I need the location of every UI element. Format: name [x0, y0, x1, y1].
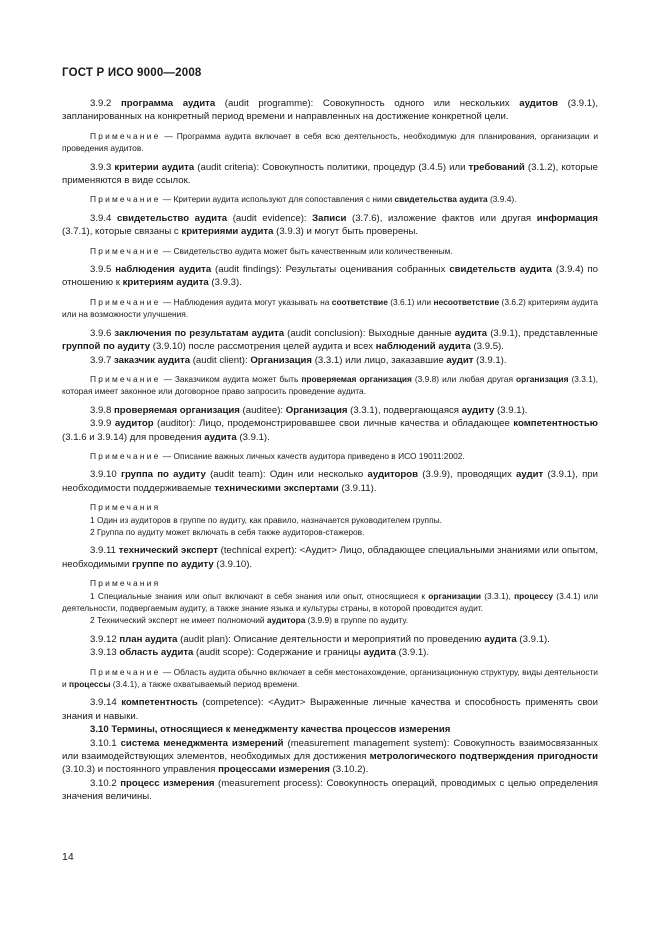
term-bold: организация [515, 373, 569, 384]
text-run: 3.9.3 [90, 161, 115, 173]
text-run: — Заказчиком аудита может быть [160, 373, 302, 384]
term-bold: область аудита [119, 647, 194, 659]
text-run: (auditee): [239, 404, 286, 416]
text-run: (3.3.1), [481, 590, 515, 601]
term-paragraph [62, 161, 598, 188]
text-run: (technical expert): <Аудит> Лицо, обладающее специальными знаниями или опытом, необходимыми [62, 545, 598, 570]
text-run: (3.9.1). [494, 404, 528, 416]
text-run: (3.9.1), запланированных на конкретный период времени и направленных на достижение конкретной цели. [62, 98, 598, 123]
term-bold: проверяемая организация [114, 404, 240, 416]
term-bold: несоответствие [433, 296, 500, 307]
term-bold: процесс измерения [120, 777, 215, 789]
term-bold: группе по аудиту [132, 558, 214, 570]
text-run: 3.10.2 [90, 777, 121, 789]
term-bold: группа по аудиту [120, 469, 206, 481]
term-bold: свидетельства аудита [394, 194, 488, 205]
note-paragraph [62, 614, 598, 626]
term-bold: процессами измерения [218, 764, 330, 776]
text-run: (audit evidence): [227, 212, 313, 224]
term-bold: процессу [514, 590, 554, 601]
term-paragraph [62, 354, 598, 367]
text-run: — Область аудита обычно включает в себя местонахождение, организационную структуру, виды деятельности и [62, 666, 598, 690]
text-run: 3.9.13 [90, 647, 120, 659]
text-run: (3.9.1). [516, 633, 550, 645]
term-bold: наблюдения аудита [115, 264, 212, 276]
text-run: 3.9.2 [90, 98, 121, 109]
text-run: 3.9.9 [90, 418, 115, 430]
note-paragraph [62, 577, 598, 589]
term-bold: техническими экспертами [214, 482, 339, 494]
text-run: 3.9.6 [90, 327, 115, 339]
term-bold: компетентность [121, 697, 198, 709]
note-paragraph [62, 193, 598, 205]
note-label: Примечания [90, 578, 161, 589]
text-run: 3.9.10 [90, 469, 121, 481]
note-paragraph [62, 373, 598, 398]
term-paragraph [62, 468, 598, 495]
term-bold: критериями аудита [181, 226, 274, 238]
text-run: (3.9.8) или любая другая [411, 373, 516, 384]
note-paragraph [62, 590, 598, 615]
text-run: (3.9.11). [338, 482, 377, 494]
term-bold: свидетельство аудита [116, 212, 228, 224]
term-bold: аудитора [266, 615, 306, 626]
term-bold: Организация [250, 354, 313, 366]
term-bold: метрологического подтверждения пригодности [369, 751, 598, 763]
text-run: (3.7.6), изложение фактов или другая [346, 212, 537, 224]
text-run: (3.9.1), представленные [487, 327, 598, 339]
text-run: (competence): <Аудит> Выраженные личные качества и способность применять свои знания и навыки. [62, 697, 599, 722]
term-paragraph [62, 696, 598, 723]
term-paragraph [62, 417, 598, 444]
term-bold: аудита [204, 431, 237, 443]
text-run: (audit programme): Совокупность одного или нескольких [215, 98, 520, 109]
term-bold: критерии аудита [114, 161, 195, 173]
text-run: (3.9.3) и могут быть проверены. [273, 226, 419, 238]
term-bold: требований [468, 161, 525, 173]
text-run: — Программа аудита включает в себя всю деятельность, необходимую для планирования, организации и проведения аудитов. [62, 130, 598, 154]
term-paragraph [62, 633, 598, 646]
text-run: (audit scope): Содержание и границы [193, 647, 364, 659]
term-bold: план аудита [119, 633, 178, 645]
text-run: (3.10.2). [329, 764, 369, 776]
text-run: 2 Группа по аудиту может включать в себя также аудиторов-стажеров. [90, 526, 365, 537]
term-paragraph [62, 263, 598, 290]
text-run: (3.4.1), а также охватываемый период времени. [110, 679, 300, 690]
term-paragraph [62, 646, 598, 659]
note-label: Примечание [90, 130, 161, 141]
text-run: (3.3.1), подвергающаяся [347, 404, 462, 416]
text-run: 3.9.11 [90, 545, 119, 557]
document-body [62, 97, 598, 804]
term-paragraph [62, 404, 598, 417]
text-run: (3.9.1), при необходимости поддерживаемые [62, 469, 598, 494]
note-label: Примечание [90, 194, 161, 205]
text-run: (3.1.6 и 3.9.14) для проведения [62, 431, 205, 443]
text-run: 3.9.4 [90, 212, 117, 224]
term-bold: критериям аудита [122, 277, 209, 289]
text-run: — Наблюдения аудита могут указывать на [160, 296, 332, 307]
note-paragraph [62, 450, 598, 462]
text-run: (audit client): [190, 354, 251, 366]
term-paragraph [62, 777, 598, 804]
text-run: (3.9.10). [213, 558, 253, 570]
text-run: (3.9.1). [473, 354, 507, 366]
note-paragraph [62, 130, 598, 155]
text-run: (audit criteria): Совокупность политики, процедур (3.4.5) или [194, 161, 469, 173]
text-run: (3.7.1), которые связаны с [62, 226, 182, 238]
note-label: Примечание [90, 245, 161, 256]
term-bold: Записи [312, 212, 347, 224]
term-bold: аудита [454, 327, 488, 339]
term-bold: аудит [516, 469, 544, 481]
term-paragraph [62, 723, 598, 736]
text-run: (measurement management system): Совокупность взаимосвязанных или взаимодействующих элементов, необходимых для достижения [62, 737, 598, 763]
term-paragraph [62, 327, 598, 354]
text-run: (3.9.1). [236, 431, 270, 443]
term-bold: аудита [363, 647, 396, 659]
term-bold: проверяемая организация [301, 373, 412, 384]
text-run: 3.9.12 [90, 633, 120, 645]
text-run: 3.9.14 [90, 697, 122, 709]
term-bold: свидетельств аудита [449, 264, 553, 276]
note-label: Примечание [90, 450, 161, 461]
text-run: (3.1.2), которые применяются в виде ссылок. [62, 161, 598, 187]
text-run: (audit team): Один или несколько [205, 469, 368, 481]
term-bold: технический эксперт [118, 545, 218, 557]
text-run: (measurement process): Совокупность операций, проводимых с целью определения значения величины. [62, 777, 598, 803]
term-bold: процессы [69, 679, 111, 690]
term-bold: информация [536, 212, 598, 224]
term-bold: Организация [285, 404, 348, 416]
text-run: 2 Технический эксперт не имеет полномочий [90, 615, 267, 626]
note-paragraph [62, 514, 598, 526]
term-bold: аудит [446, 354, 474, 366]
text-run: (3.3.1) или лицо, заказавшие [312, 354, 447, 366]
term-paragraph [62, 544, 598, 571]
text-run: 3.9.8 [90, 404, 115, 416]
text-run: — Описание важных личных качеств аудитора приведено в ИСО 19011:2002. [160, 450, 465, 461]
text-run: 3.9.7 [90, 354, 115, 366]
term-paragraph [62, 97, 598, 124]
term-bold: система менеджмента измерений [120, 737, 284, 749]
text-run: (audit plan): Описание деятельности и мероприятий по проведению [177, 633, 485, 645]
term-bold: аудиту [461, 404, 495, 416]
term-bold: аудитор [114, 418, 154, 430]
term-bold: наблюдений аудита [375, 341, 471, 353]
note-label: Примечание [90, 666, 161, 677]
note-paragraph [62, 666, 598, 691]
note-label: Примечания [90, 502, 161, 513]
text-run: (3.4.1) или деятельности, подвергаемым аудиту, а также знание языка и культуры страны, в которой проводится аудит. [62, 590, 599, 613]
term-bold: организации [428, 590, 482, 601]
term-bold: аудиторов [367, 469, 419, 481]
document-header: ГОСТ Р ИСО 9000—2008 [62, 67, 202, 79]
text-run: (3.3.1), которая имеет законное или договорное право запросить проведение аудита. [62, 373, 598, 397]
text-run: 3.10.1 [90, 737, 121, 749]
text-run: (3.9.9), проводящих [418, 469, 517, 481]
text-run: (3.9.10) после рассмотрения целей аудита и всех [150, 341, 376, 353]
text-run: (audit findings): Результаты оценивания собранных [211, 264, 450, 276]
text-run: (3.10.3) и постоянного управления [62, 764, 219, 776]
text-run: (3.9.5). [470, 341, 504, 353]
text-run: 1 Один из аудиторов в группе по аудиту, как правило, назначается руководителем группы. [90, 514, 442, 525]
note-paragraph [62, 245, 598, 257]
term-bold: программа аудита [120, 98, 216, 109]
text-run: — Свидетельство аудита может быть качественным или количественным. [160, 245, 453, 256]
note-paragraph [62, 501, 598, 513]
term-paragraph [62, 737, 598, 777]
note-label: Примечание [90, 373, 161, 384]
note-paragraph [62, 526, 598, 538]
text-run: (auditor): Лицо, продемонстрировавшее свои личные качества и обладающее [153, 418, 514, 430]
note-paragraph [62, 296, 598, 321]
text-run: (3.6.2) критериям аудита или на возможности улучшения. [62, 296, 599, 320]
text-run: (audit conclusion): Выходные данные [284, 327, 455, 339]
text-run: — Критерии аудита используют для сопоставления с ними [160, 194, 395, 205]
text-run: 3.9.5 [90, 264, 116, 276]
term-bold: заключения по результатам аудита [114, 327, 285, 339]
term-bold: соответствие [331, 296, 388, 307]
term-bold: аудитов [519, 98, 558, 109]
term-bold: группой по аудиту [62, 341, 151, 353]
term-paragraph [62, 212, 598, 239]
text-run: (3.9.1). [395, 647, 430, 659]
text-run: (3.9.9) в группе по аудиту. [305, 615, 409, 626]
page-number: 14 [62, 851, 74, 863]
text-run: (3.9.4). [487, 194, 517, 205]
term-bold: заказчик аудита [114, 354, 191, 366]
text-run: (3.6.1) или [387, 296, 434, 307]
term-bold: аудита [484, 633, 517, 645]
note-label: Примечание [90, 296, 161, 307]
text-run: (3.9.3). [208, 277, 242, 289]
term-bold: компетентностью [513, 418, 598, 430]
term-bold: 3.10 Термины, относящиеся к менеджменту качества процессов измерения [90, 724, 451, 736]
text-run: 1 Специальные знания или опыт включают в себя знания или опыт, относящиеся к [90, 590, 429, 601]
text-run: (3.9.4) по отношению к [62, 264, 598, 289]
